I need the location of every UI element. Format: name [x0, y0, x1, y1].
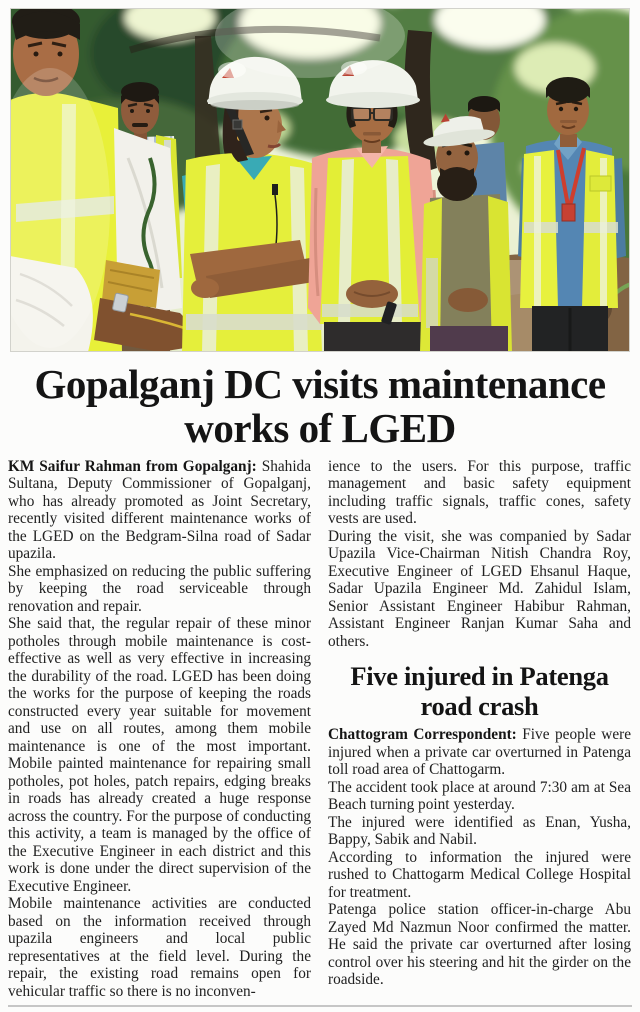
article-photo	[10, 8, 630, 352]
paragraph: ience to the users. For this purpose, traffic management and basic safety equipment including traffic signals, traffic cones, safety vests are used.	[328, 457, 631, 528]
bottom-rule	[8, 1005, 632, 1007]
main-headline-line2: works of LGED	[184, 405, 456, 452]
column-right	[328, 458, 631, 1001]
secondary-headline-line2: road crash	[420, 690, 539, 721]
paragraph-text: Five people were injured when a private car overturned in Patenga toll road area of Chattogarm.	[328, 726, 632, 779]
column-left	[8, 458, 311, 1001]
paragraph: The injured were identified as Enan, Yusha, Bappy, Sabik and Nabil.	[328, 813, 631, 849]
byline-lead: KM Saifur Rahman from Gopalganj:	[8, 457, 257, 475]
byline-lead: Chattogram Correspondent:	[328, 726, 517, 744]
paragraph-byline	[328, 726, 631, 779]
paragraph: Patenga police station officer-in-charge Abu Zayed Md Nazmun Noor confirmed the matter. He said the private car overturned after losing control over his steering and hit the girder on the roadside.	[328, 901, 631, 989]
paragraph-text: Shahida Sultana, Deputy Commissioner of Gopalganj, who has already promoted as Joint Secretary, recently visited different maintenance works of the LGED on the Bedgram-Silna road of Sadar upazila.	[8, 457, 312, 563]
paragraph-byline	[8, 458, 311, 563]
photo-illustration	[10, 8, 630, 352]
paragraph: The accident took place at around 7:30 am at Sea Beach turning point yesterday.	[328, 778, 631, 814]
paragraph: According to information the injured were rushed to Chattogarm Medical College Hospital for treatment.	[328, 848, 631, 901]
paragraph: She said that, the regular repair of these minor potholes through mobile maintenance is cost-effective as well as very effective in increasing the durability of the road. LGED has been doing the works for the purpose of keeping the roads constructed every year suitable for movement and use on all routes, among them mobile maintenance is one of the most important. Mobile painted maintenance for repairing small potholes, pot holes, patch repairs, edging breaks in roads has already created a huge response across the country. For the purpose of conducting this activity, a team is managed by the office of the Executive Engineer in each district and this work is done under the direct supervision of the Executive Engineer.	[8, 615, 311, 895]
paragraph: Mobile maintenance activities are conducted based on the information received through upazila engineers and local public representatives at the field level. During the repair, the existing road remains open for vehicular traffic so there is no inconven-	[8, 895, 311, 1000]
paragraph: She emphasized on reducing the public suffering by keeping the road serviceable through renovation and repair.	[8, 562, 311, 615]
main-headline-line1: Gopalganj DC visits maintenance	[34, 361, 606, 407]
light-flares	[10, 8, 630, 352]
secondary-headline-line1: Five injured in Patenga	[350, 661, 609, 692]
paragraph: During the visit, she was companied by Sadar Upazila Vice-Chairman Nitish Chandra Roy, Executive Engineer of LGED Ehsanul Haque, Sadar Upazila Engineer Md. Zahidul Islam, Senior Assistant Engineer Habibur Rahman, Assistant Engineer Ranjan Kumar Saha and others.	[328, 527, 631, 650]
main-headline	[8, 362, 632, 451]
article-body	[0, 458, 640, 1001]
secondary-headline	[328, 662, 631, 721]
